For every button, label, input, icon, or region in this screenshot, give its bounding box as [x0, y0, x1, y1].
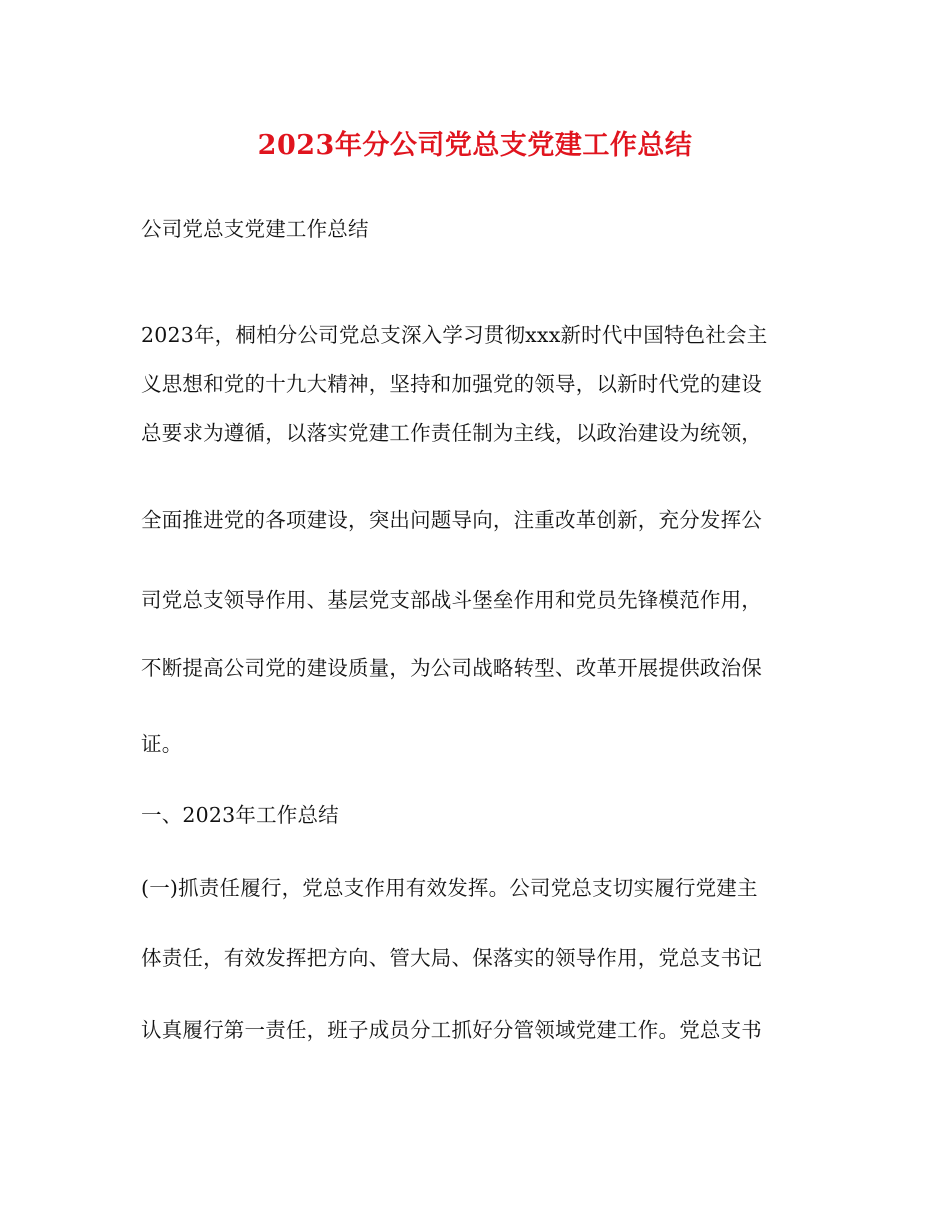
body-line: 体责任，有效发挥把方向、管大局、保落实的领导作用，党总支书记: [141, 946, 762, 970]
body-line: 证。: [141, 732, 183, 756]
document-title: 2023年分公司党总支党建工作总结: [257, 130, 693, 161]
section-heading: 一、2023年工作总结: [141, 803, 339, 827]
body-line: 司党总支领导作用、基层党支部战斗堡垒作用和党员先锋模范作用，: [141, 588, 762, 612]
body-line: 不断提高公司党的建设质量，为公司战略转型、改革开展提供政治保: [141, 656, 762, 680]
body-line: 2023年，桐柏分公司党总支深入学习贯彻xxx新时代中国特色社会主: [141, 323, 768, 347]
body-line: 认真履行第一责任，班子成员分工抓好分管领域党建工作。党总支书: [141, 1018, 762, 1042]
body-line: (一)抓责任履行，党总支作用有效发挥。公司党总支切实履行党建主: [141, 876, 758, 900]
body-line: 公司党总支党建工作总结: [141, 217, 369, 241]
body-line: 义思想和党的十九大精神，坚持和加强党的领导，以新时代党的建设: [141, 372, 762, 396]
body-line: 总要求为遵循，以落实党建工作责任制为主线，以政治建设为统领，: [141, 421, 762, 445]
body-line: 全面推进党的各项建设，突出问题导向，注重改革创新，充分发挥公: [141, 508, 762, 532]
